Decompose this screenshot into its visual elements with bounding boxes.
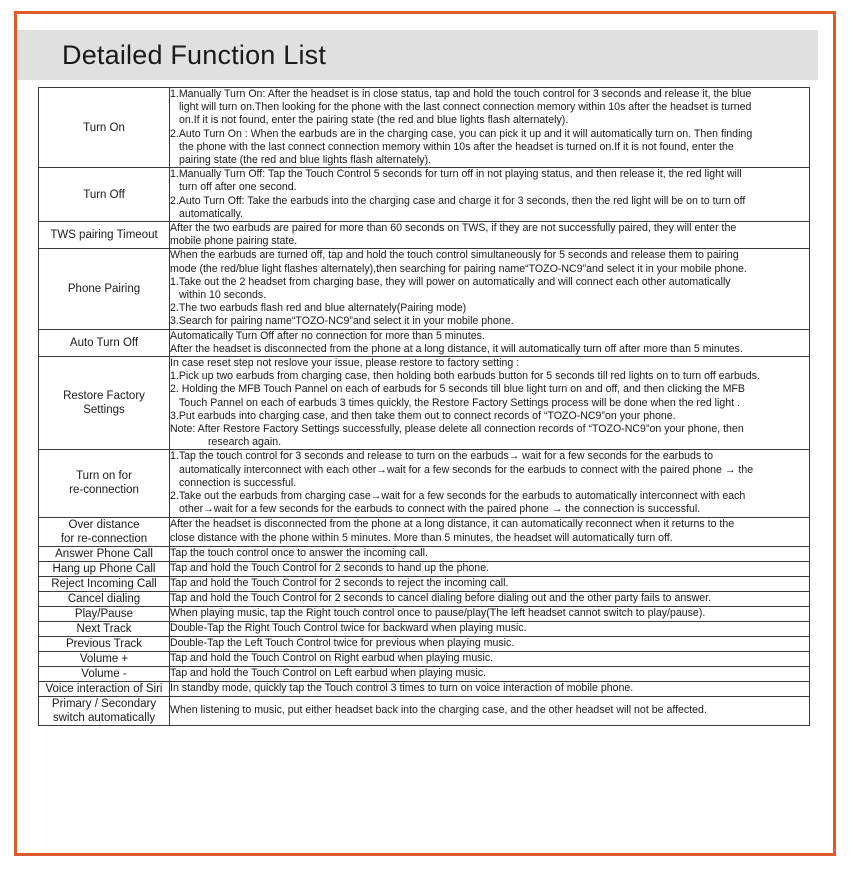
description-line: 1.Pick up two earbuds from charging case, then holding both earbuds button for 5 seconds till red lights on to turn off earbuds.: [170, 370, 760, 383]
function-name-line: Next Track: [76, 622, 132, 635]
function-description-cell: [170, 546, 810, 561]
function-name-line: Reject Incoming Call: [51, 577, 157, 590]
function-name-line: switch automatically: [52, 711, 156, 724]
description-line: light will turn on.Then looking for the phone with the last connect connection memory within 10s after the headset is turned: [179, 101, 752, 114]
description-line: After the two earbuds are paired for more than 60 seconds on TWS, if they are not successfully paired, they will enter the: [170, 222, 737, 235]
table-row: [39, 168, 810, 222]
function-name-cell: [39, 591, 170, 606]
description-line: Note: After Restore Factory Settings successfully, please delete all connection records of “TOZO-NC9”on your phone, then: [170, 423, 744, 436]
table-row: [39, 651, 810, 666]
page-title: Detailed Function List: [62, 40, 327, 70]
function-name-line: Phone Pairing: [67, 283, 141, 296]
function-description-cell: [170, 636, 810, 651]
table-row: [39, 621, 810, 636]
description-line: When playing music, tap the Right touch control once to pause/play(The left headset cannot switch to play/pause).: [170, 606, 706, 619]
table-row: [39, 636, 810, 651]
table-row: [39, 606, 810, 621]
function-description-cell: [170, 168, 810, 222]
table-row: [39, 357, 810, 450]
description-line: automatically.: [179, 207, 243, 220]
function-description-cell: [170, 591, 810, 606]
function-description-cell: [170, 666, 810, 681]
function-name-cell: [39, 621, 170, 636]
description-line: In case reset step not reslove your issue, please restore to factory setting :: [170, 357, 520, 370]
function-name-line: Turn On: [83, 121, 125, 134]
function-description-cell: [170, 561, 810, 576]
description-line: After the headset is disconnected from the phone at a long distance, it will automatically turn off after more than 5 minutes.: [170, 342, 743, 355]
description-line: Tap and hold the Touch Control for 2 seconds to reject the incoming call.: [170, 576, 509, 589]
function-description-cell: [170, 696, 810, 725]
function-description-cell: [170, 576, 810, 591]
table-row: [39, 576, 810, 591]
function-list-body: [39, 88, 810, 726]
description-line: 1.Manually Turn On: After the headset is in close status, tap and hold the touch control for 3 seconds and release it, the blue: [170, 88, 752, 100]
function-name-cell: [39, 450, 170, 517]
function-name-cell: [39, 546, 170, 561]
table-row: [39, 88, 810, 168]
description-line: Tap and hold the Touch Control for 2 seconds to cancel dialing before dialing out and the other party fails to answer.: [170, 591, 712, 604]
function-description-cell: [170, 681, 810, 696]
function-name-cell: [39, 561, 170, 576]
description-line: research again.: [208, 436, 282, 449]
description-line: pairing state (the red and blue lights flash alternately).: [179, 154, 432, 167]
description-line: mobile phone pairing state.: [170, 235, 298, 248]
table-row: [39, 546, 810, 561]
description-line: In standby mode, quickly tap the Touch control 3 times to turn on voice interaction of mobile phone.: [170, 681, 634, 694]
function-description-cell: [170, 621, 810, 636]
description-line: 2.Take out the earbuds from charging case→wait for a few seconds for the earbuds to automatically interconnect with each: [170, 490, 746, 503]
table-row: [39, 222, 810, 249]
description-line: Tap and hold the Touch Control on Right earbud when playing music.: [170, 651, 494, 664]
function-name-line: Voice interaction of Siri: [45, 682, 163, 695]
function-name-line: Primary / Secondary: [51, 697, 157, 710]
function-name-line: re-connection: [69, 484, 139, 497]
function-list-table: [38, 87, 810, 726]
description-line: 2.The two earbuds flash red and blue alternately(Pairing mode): [170, 302, 467, 315]
function-description-cell: [170, 222, 810, 249]
function-name-line: Volume -: [81, 667, 127, 680]
description-line: Tap the touch control once to answer the incoming call.: [170, 546, 428, 559]
description-line: Double-Tap the Left Touch Control twice for previous when playing music.: [170, 636, 515, 649]
function-name-line: Previous Track: [65, 637, 143, 650]
function-name-cell: [39, 636, 170, 651]
function-description-cell: [170, 450, 810, 517]
function-name-line: Auto Turn Off: [69, 336, 139, 349]
description-line: within 10 seconds.: [179, 289, 267, 302]
function-name-line: Answer Phone Call: [55, 547, 153, 560]
description-line: turn off after one second.: [179, 181, 297, 194]
description-line: Tap and hold the Touch Control for 2 seconds to hand up the phone.: [170, 561, 490, 574]
function-name-line: for re-connection: [60, 532, 148, 545]
function-name-cell: [39, 249, 170, 329]
description-line: on.If it is not found, enter the pairing state (the red and blue lights flash alternately).: [179, 114, 569, 127]
table-row: [39, 517, 810, 546]
description-line: Touch Pannel on each of earbuds 3 times quickly, the Restore Factory Settings process will be done when the red light .: [179, 396, 740, 409]
table-row: [39, 249, 810, 329]
description-line: Double-Tap the Right Touch Control twice for backward when playing music.: [170, 621, 527, 634]
description-line: 1.Take out the 2 headset from charging base, they will power on automatically and will connect each other automatically: [170, 275, 731, 288]
table-row: [39, 666, 810, 681]
function-name-line: Cancel dialing: [67, 592, 141, 605]
function-description-cell: [170, 329, 810, 356]
function-name-line: Settings: [83, 404, 125, 417]
function-name-cell: [39, 681, 170, 696]
description-line: connection is successful.: [179, 476, 297, 489]
function-name-line: TWS pairing Timeout: [50, 229, 158, 242]
function-name-cell: [39, 357, 170, 450]
function-name-cell: [39, 168, 170, 222]
table-row: [39, 681, 810, 696]
description-line: other→wait for a few seconds for the earbuds to connect with the paired phone → the connection is successful.: [179, 503, 701, 516]
function-name-cell: [39, 576, 170, 591]
description-line: mode (the red/blue light flashes alternately),then searching for pairing name“TOZO-NC9”and select it in your mobile phone.: [170, 262, 747, 275]
function-description-cell: [170, 517, 810, 546]
function-name-line: Volume +: [79, 652, 129, 665]
description-line: When the earbuds are turned off, tap and hold the touch control simultaneously for 5 seconds and release them to pairing: [170, 249, 739, 262]
description-line: 2. Holding the MFB Touch Pannel on each of earbuds for 5 seconds till blue light turn on and off, and then clicking the MFB: [170, 383, 745, 396]
description-line: 1.Tap the touch control for 3 seconds and release to turn on the earbuds→ wait for a few seconds for the earbuds to: [170, 450, 713, 463]
description-line: automatically interconnect with each other→wait for a few seconds for the earbuds to connect with the paired phone → the: [179, 463, 754, 476]
function-name-cell: [39, 222, 170, 249]
description-line: 1.Manually Turn Off: Tap the Touch Control 5 seconds for turn off in not playing status, and then release it, the red light will: [170, 168, 742, 181]
description-line: close distance with the phone within 5 minutes. More than 5 minutes, the headset will automatically turn off.: [170, 531, 673, 544]
description-line: Tap and hold the Touch Control on Left earbud when playing music.: [170, 666, 487, 679]
function-name-line: Over distance: [68, 518, 140, 531]
description-line: 2.Auto Turn Off: Take the earbuds into the charging case and charge it for 3 seconds, then the red light will be on to turn off: [170, 194, 746, 207]
table-row: [39, 561, 810, 576]
function-name-line: Play/Pause: [74, 607, 134, 620]
function-name-cell: [39, 666, 170, 681]
function-name-cell: [39, 696, 170, 725]
function-name-cell: [39, 606, 170, 621]
description-line: After the headset is disconnected from the phone at a long distance, it can automatically reconnect when it returns to the: [170, 518, 735, 531]
description-line: the phone with the last connect connection memory within 10s after the headset is turned on.If it is not found, enter the: [179, 140, 734, 153]
function-name-line: Hang up Phone Call: [52, 562, 156, 575]
description-line: Automatically Turn Off after no connection for more than 5 minutes.: [170, 329, 485, 342]
table-row: [39, 450, 810, 517]
function-name-line: Turn on for: [76, 470, 132, 483]
description-line: When listening to music, put either headset back into the charging case, and the other headset will not be affected.: [170, 703, 707, 716]
function-description-cell: [170, 357, 810, 450]
function-name-cell: [39, 88, 170, 168]
description-line: 2.Auto Turn On : When the earbuds are in the charging case, you can pick it up and it will automatically turn on. Then finding: [170, 127, 753, 140]
function-description-cell: [170, 606, 810, 621]
function-name-cell: [39, 651, 170, 666]
function-description-cell: [170, 651, 810, 666]
function-name-line: Restore Factory: [63, 390, 145, 403]
table-row: [39, 591, 810, 606]
function-name-line: Turn Off: [83, 188, 125, 201]
description-line: 3.Put earbuds into charging case, and then take them out to connect records of “TOZO-NC9”on your phone.: [170, 409, 676, 422]
function-name-cell: [39, 517, 170, 546]
description-line: 3.Search for pairing name“TOZO-NC9”and select it in your mobile phone.: [170, 315, 514, 328]
function-name-cell: [39, 329, 170, 356]
table-row: [39, 329, 810, 356]
table-row: [39, 696, 810, 725]
function-description-cell: [170, 88, 810, 168]
function-description-cell: [170, 249, 810, 329]
